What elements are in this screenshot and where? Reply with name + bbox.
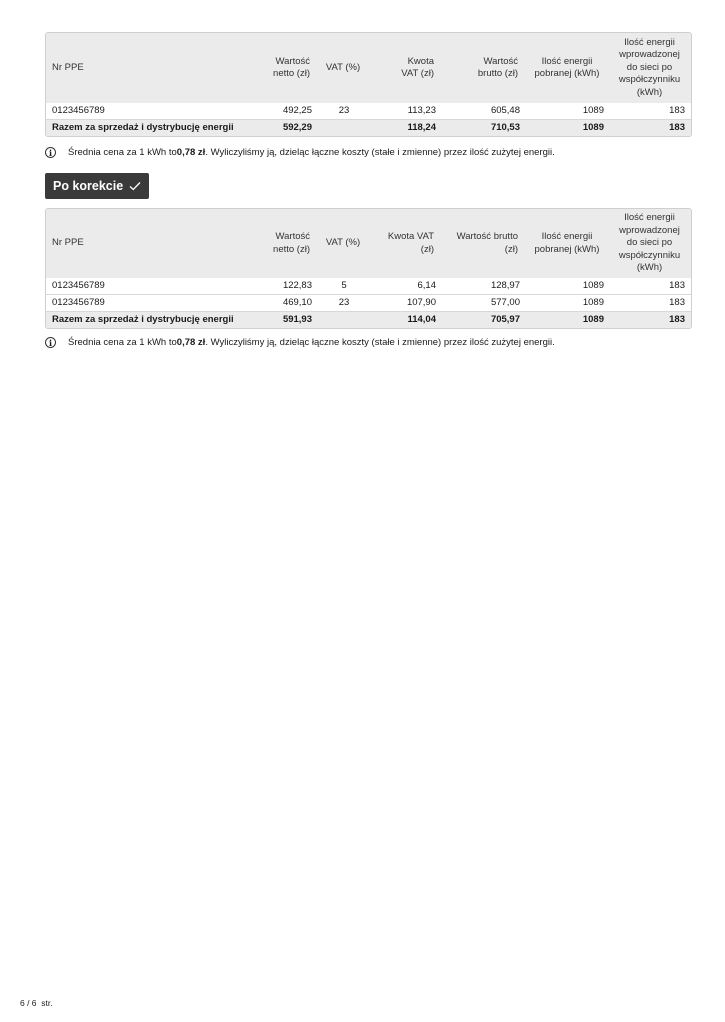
cell-netto: 122,83 bbox=[246, 278, 318, 295]
cell-vat-pct: 23 bbox=[318, 103, 370, 120]
table-row bbox=[46, 103, 691, 120]
cell-nr-ppe: 0123456789 bbox=[46, 278, 246, 295]
header-nr-ppe: Nr PPE bbox=[52, 237, 84, 249]
cell-nr-ppe: 0123456789 bbox=[46, 295, 246, 312]
after-correction-badge bbox=[45, 173, 149, 199]
total-vat-pct bbox=[318, 312, 370, 329]
cell-netto: 492,25 bbox=[246, 103, 318, 120]
header-energia-wprowadzona: Ilość energii wprowadzonej do sieci po współczynniku (kWh) bbox=[618, 212, 681, 274]
cell-energia-pobrana: 1089 bbox=[526, 295, 610, 312]
table-total-row bbox=[46, 120, 691, 137]
total-energia-pobrana: 1089 bbox=[526, 312, 610, 329]
cell-brutto: 605,48 bbox=[442, 103, 526, 120]
note-text-before: Średnia cena za 1 kWh to bbox=[68, 147, 177, 158]
header-nr-ppe: Nr PPE bbox=[52, 61, 84, 73]
note-price: 0,78 zł bbox=[176, 147, 206, 158]
cell-kwota-vat: 107,90 bbox=[370, 295, 442, 312]
cell-kwota-vat: 6,14 bbox=[370, 278, 442, 295]
info-icon: i bbox=[45, 147, 56, 158]
header-brutto: Wartość brutto (zł) bbox=[477, 55, 518, 79]
header-vat-pct: VAT (%) bbox=[325, 61, 361, 73]
cell-vat-pct: 5 bbox=[318, 278, 370, 295]
settlement-table-before bbox=[45, 32, 692, 137]
note-price: 0,78 zł bbox=[176, 337, 206, 348]
page-number: 6 / 6 str. bbox=[20, 998, 53, 1008]
table-header bbox=[46, 33, 691, 103]
total-kwota-vat: 114,04 bbox=[370, 312, 442, 329]
table-row bbox=[46, 295, 691, 312]
header-vat-pct: VAT (%) bbox=[325, 237, 361, 249]
cell-energia-wprowadzona: 183 bbox=[610, 103, 691, 120]
cell-energia-pobrana: 1089 bbox=[526, 103, 610, 120]
table-total-row bbox=[46, 312, 691, 329]
total-netto: 592,29 bbox=[246, 120, 318, 137]
header-energia-pobrana: Ilość energii pobranej (kWh) bbox=[534, 231, 600, 255]
total-netto: 591,93 bbox=[246, 312, 318, 329]
cell-brutto: 128,97 bbox=[442, 278, 526, 295]
total-energia-wprowadzona: 183 bbox=[610, 120, 691, 137]
header-energia-wprowadzona: Ilość energii wprowadzonej do sieci po współczynniku (kWh) bbox=[618, 36, 681, 98]
total-label: Razem za sprzedaż i dystrybucję energii bbox=[46, 312, 246, 329]
cell-nr-ppe: 0123456789 bbox=[46, 103, 246, 120]
checkmark-icon bbox=[129, 181, 141, 191]
total-label: Razem za sprzedaż i dystrybucję energii bbox=[46, 120, 246, 137]
total-energia-pobrana: 1089 bbox=[526, 120, 610, 137]
table-header bbox=[46, 209, 691, 278]
header-netto: Wartość netto (zł) bbox=[273, 231, 310, 255]
header-kwota-vat: Kwota VAT (zł) bbox=[401, 55, 434, 79]
note-text-after: . Wyliczyliśmy ją, dzieląc łączne koszty (stałe i zmienne) przez ilość zużytej energii. bbox=[205, 337, 555, 348]
header-energia-pobrana: Ilość energii pobranej (kWh) bbox=[534, 55, 600, 79]
info-icon: i bbox=[45, 337, 56, 348]
total-kwota-vat: 118,24 bbox=[370, 120, 442, 137]
cell-netto: 469,10 bbox=[246, 295, 318, 312]
average-price-note bbox=[45, 147, 555, 158]
total-energia-wprowadzona: 183 bbox=[610, 312, 691, 329]
note-text-before: Średnia cena za 1 kWh to bbox=[68, 337, 177, 348]
total-brutto: 710,53 bbox=[442, 120, 526, 137]
header-brutto: Wartość brutto (zł) bbox=[456, 231, 518, 255]
badge-label: Po korekcie bbox=[53, 179, 124, 193]
cell-kwota-vat: 113,23 bbox=[370, 103, 442, 120]
total-brutto: 705,97 bbox=[442, 312, 526, 329]
note-text-after: . Wyliczyliśmy ją, dzieląc łączne koszty (stałe i zmienne) przez ilość zużytej energii. bbox=[205, 147, 555, 158]
total-vat-pct bbox=[318, 120, 370, 137]
header-kwota-vat: Kwota VAT (zł) bbox=[387, 231, 434, 255]
settlement-table-after bbox=[45, 208, 692, 329]
cell-energia-pobrana: 1089 bbox=[526, 278, 610, 295]
table-row bbox=[46, 278, 691, 295]
cell-energia-wprowadzona: 183 bbox=[610, 295, 691, 312]
cell-brutto: 577,00 bbox=[442, 295, 526, 312]
cell-energia-wprowadzona: 183 bbox=[610, 278, 691, 295]
header-netto: Wartość netto (zł) bbox=[273, 55, 310, 79]
cell-vat-pct: 23 bbox=[318, 295, 370, 312]
average-price-note bbox=[45, 337, 555, 348]
